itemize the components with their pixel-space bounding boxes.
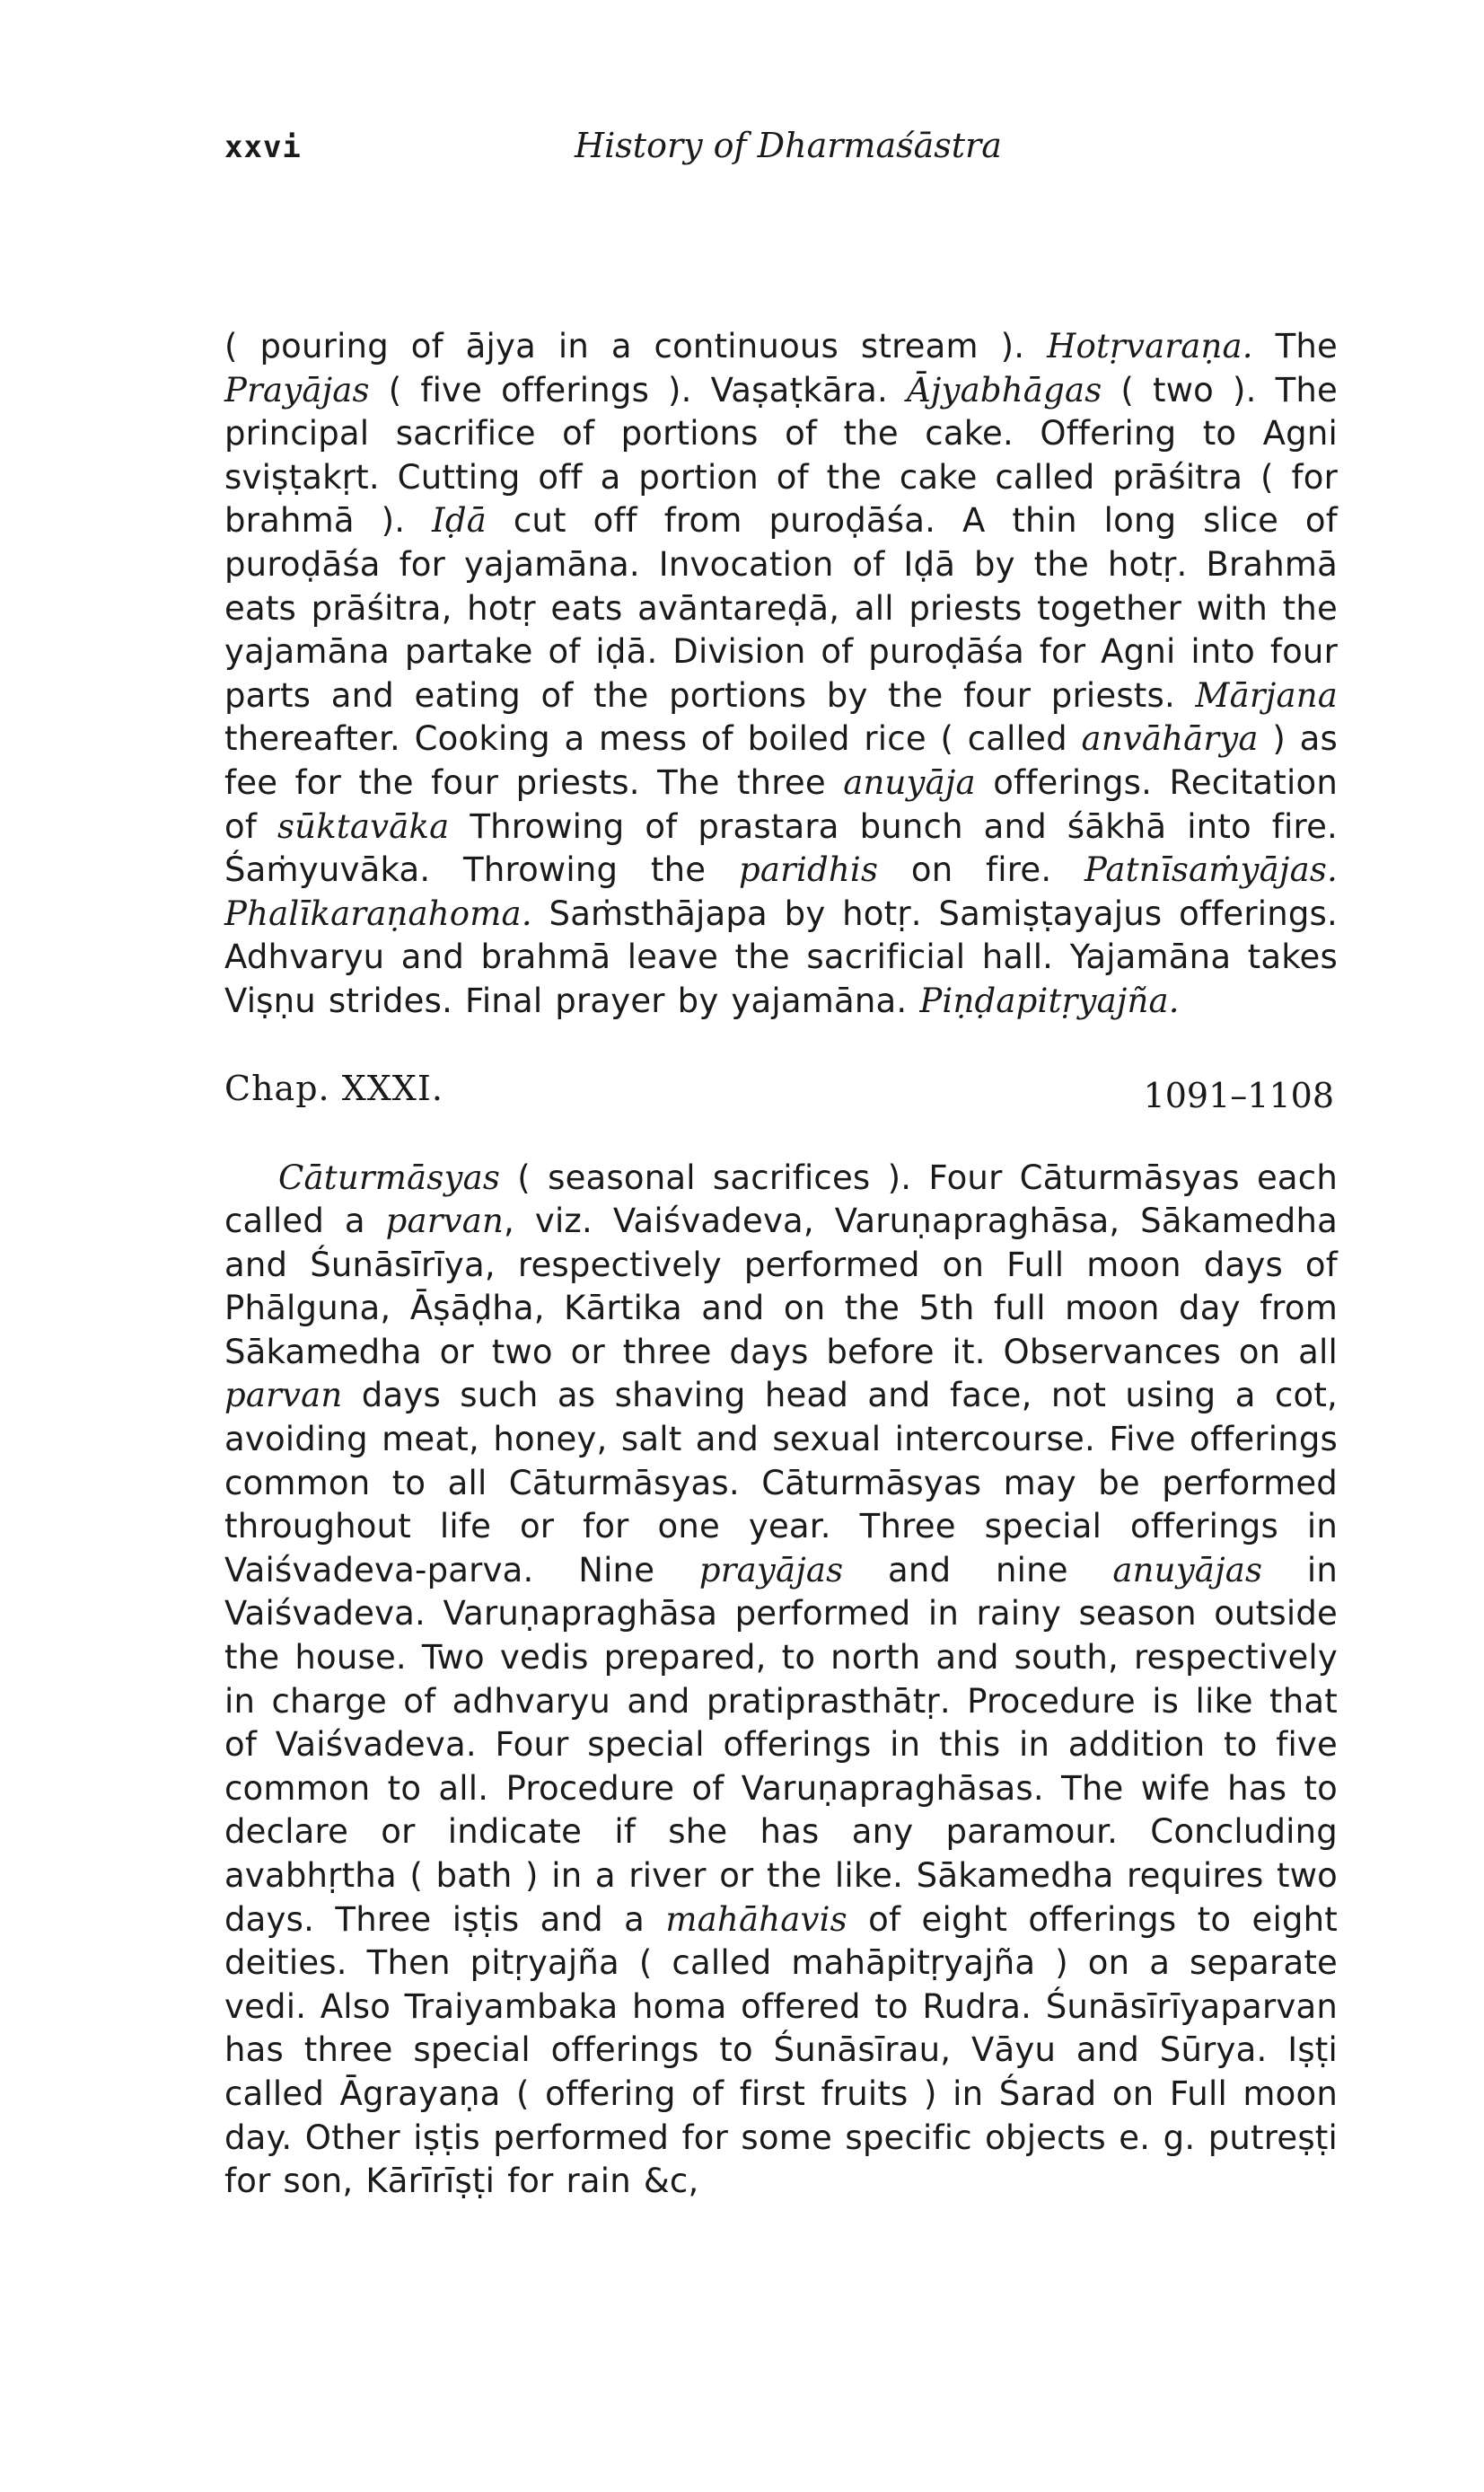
italic-term: paridhis [738,850,879,890]
text-run: Throwing of prastara bunch and śākhā into fire. Śaṁyuvāka. Throwing the [224,806,1339,890]
italic-term: Cāturmāsyas [278,1158,501,1197]
text-run: ( seasonal sacrifices ). Four Cāturmāsyas each called a [224,1158,1338,1241]
chapter-heading [224,1069,1338,1128]
text-run: thereafter. Cooking a mess of boiled rice ( called [224,719,1082,759]
italic-term: parvan [385,1202,505,1241]
italic-term: anuyāja [843,762,976,802]
text-run: ) as fee for the four priests. The three [224,719,1338,802]
text-run: ( two ). The principal sacrifice of portions of the cake. Offering to Agni sviṣṭakṛt. Cutting off a portion of the cake called prāśitra ( for brahmā ). [224,370,1339,541]
page-header [224,117,1338,180]
italic-term: anvāhārya [1081,719,1259,759]
italic-term: parvan [224,1376,343,1415]
running-title: History of Dharmaśāstra [575,126,1002,165]
italic-term: prayājas [698,1550,844,1589]
text-run: , viz. Vaiśvadeva, Varuṇapraghāsa, Sākamedha and Śunāsīrīya, respectively performed on Full moon days of Phālguna, Āṣāḍha, Kārtika and on the 5th full moon day from Sākamedha or two or three days before it. Observances on all [224,1202,1338,1371]
paragraph-2 [224,1157,1338,2204]
italic-term: Prayājas [224,370,370,409]
italic-term: mahāhavis [665,1899,847,1939]
italic-term: Patnīsaṁyājas. Phalīkaraṇahoma. [224,850,1338,933]
text-run: cut off from puroḍāśa. A thin long slice of puroḍāśa for yajamāna. Invocation of Iḍā by the hotṛ. Brahmā eats prāśitra, hotṛ eats avāntareḍā, all priests together with the yajamāna partake of iḍā. Division of puroḍāśa for Agni into four parts and eating of the portions by the four priests. [224,501,1338,715]
book-page [224,117,1338,2204]
italic-term: Mārjana [1195,675,1338,715]
chapter-title: Chap. XXXI. [224,1068,443,1108]
text-run: The [1252,327,1338,365]
text-run: in Vaiśvadeva. Varuṇapraghāsa performed in rainy season outside the house. Two vedis prepared, to north and south, respectively in charge of adhvaryu and pratiprasthātṛ. Procedure is like that of Vaiśvadeva. Four special offerings in this in addition to five common to all. Procedure of Varuṇapraghāsas. The wife has to declare or indicate if she has any paramour. Concluding avabhṛtha ( bath ) in a river or the like. Sākamedha requires two days. Three iṣṭis and a [224,1550,1339,1939]
italic-term: Piṇḍapitṛyajña. [919,981,1180,1020]
text-run: offerings. Recitation of [224,762,1338,846]
text-run: and nine [843,1550,1113,1589]
italic-term: Iḍā [432,501,487,541]
italic-term: sūktavāka [277,806,450,846]
paragraph-1 [224,325,1338,1024]
text-run: Saṁsthājapa by hotṛ. Samiṣṭayajus offerings. Adhvaryu and brahmā leave the sacrificial hall. Yajamāna takes Viṣṇu strides. Final prayer by yajamāna. [224,894,1338,1020]
text-run: ( pouring of ājya in a continuous stream ). [224,327,1048,365]
text-run: of eight offerings to eight deities. Then pitṛyajña ( called mahāpitṛyajña ) on a separate vedi. Also Traiyambaka homa offered to Rudra. Śunāsīrīyaparvan has three special offerings to Śunāsīrau, Vāyu and Sūrya. Iṣṭi called Āgrayaṇa ( offering of first fruits ) in Śarad on Full moon day. Other iṣṭis performed for some specific objects e. g. putreṣṭi for son, Kārīrīṣṭi for rain &c, [224,1899,1338,2201]
text-run: ( five offerings ). Vaṣaṭkāra. [369,370,907,409]
text-run: on fire. [878,850,1084,890]
italic-term: Hotṛvaraṇa. [1047,327,1253,365]
page-number: xxvi [224,129,302,165]
italic-term: anuyājas [1112,1550,1263,1589]
chapter-page-range: 1091–1108 [1143,1075,1334,1115]
italic-term: Ājyabhāgas [906,370,1102,409]
text-run: days such as shaving head and face, not using a cot, avoiding meat, honey, salt and sexual intercourse. Five offerings common to all Cāturmāsyas. Cāturmāsyas may be performed throughout life or for one year. Three special offerings in Vaiśvadeva-parva. Nine [224,1376,1338,1589]
